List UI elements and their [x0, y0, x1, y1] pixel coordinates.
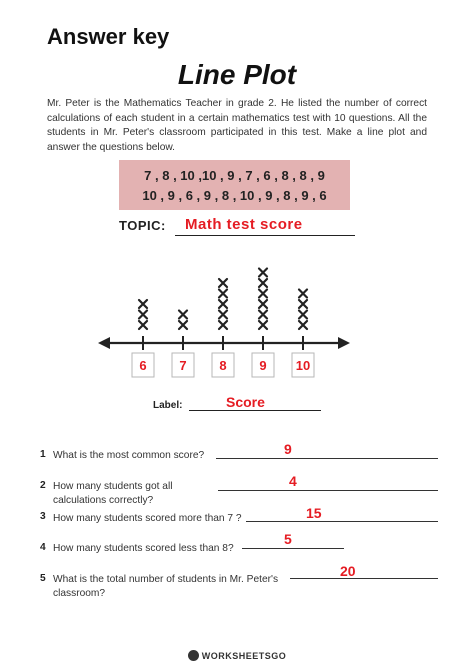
question-2-text: How many students got all calculations correctly?	[53, 481, 173, 506]
x-mark	[179, 311, 187, 319]
question-3-answer-line	[246, 521, 438, 522]
x-mark	[259, 300, 267, 308]
question-2-answer-line	[218, 490, 438, 491]
x-mark	[219, 279, 227, 287]
x-mark	[139, 311, 147, 319]
x-mark	[259, 269, 267, 277]
question-4-answer: 5	[284, 531, 292, 547]
question-2-answer: 4	[289, 473, 297, 489]
topic-label: TOPIC:	[119, 218, 166, 233]
question-3-number: 3	[40, 511, 46, 522]
question-4-text: How many students scored less than 8?	[53, 543, 234, 554]
number-line-left-arrow	[98, 337, 110, 349]
tick-label: 6	[139, 358, 147, 373]
tick-label: 9	[259, 358, 267, 373]
question-1-text: What is the most common score?	[53, 450, 205, 461]
data-line-2: 10 , 9 , 6 , 9 , 8 , 10 , 9 , 8 , 9 , 6	[142, 188, 327, 203]
plot-label-label: Label:	[153, 400, 183, 411]
x-mark	[219, 311, 227, 319]
plot-label-line	[189, 410, 321, 411]
header-answer-key: Answer key	[47, 24, 170, 49]
x-mark	[139, 321, 147, 329]
tick-label: 10	[295, 358, 311, 373]
question-1-answer: 9	[284, 441, 292, 457]
x-mark	[259, 311, 267, 319]
question-4-number: 4	[40, 542, 46, 553]
intro-paragraph: Mr. Peter is the Mathematics Teacher in grade 2. He listed the number of correct calculations of each student in a certain mathematics test with 10 questions. All the students in Mr. Peter's classroom participated in this test. Make a line plot and answer the questions below.	[47, 98, 427, 153]
question-2-number: 2	[40, 480, 46, 491]
tick-label: 7	[179, 358, 187, 373]
page-title: Line Plot	[177, 59, 297, 90]
x-mark	[219, 300, 227, 308]
tick-label: 8	[219, 358, 227, 373]
x-mark	[299, 300, 307, 308]
x-mark	[219, 321, 227, 329]
question-5-number: 5	[40, 573, 46, 584]
question-3-answer: 15	[306, 505, 322, 521]
topic-row	[119, 218, 364, 238]
x-mark	[259, 279, 267, 287]
worksheetsgo-logo-icon	[188, 650, 199, 661]
plot-label-answer: Score	[226, 394, 265, 410]
question-5-answer: 20	[340, 563, 356, 579]
x-mark	[299, 290, 307, 298]
footer-brand	[0, 650, 474, 661]
question-4-answer-line	[242, 548, 344, 549]
question-3-text: How many students scored more than 7 ?	[53, 513, 242, 524]
x-mark	[219, 290, 227, 298]
question-5-answer-line	[290, 578, 438, 579]
topic-answer-line	[175, 235, 355, 236]
topic-answer: Math test score	[185, 216, 303, 233]
x-mark	[259, 321, 267, 329]
question-5-text: What is the total number of students in Mr. Peter's classroom?	[53, 574, 279, 599]
question-1-answer-line	[216, 458, 438, 459]
number-line-right-arrow	[338, 337, 350, 349]
x-mark	[179, 321, 187, 329]
x-mark	[259, 290, 267, 298]
x-mark	[299, 321, 307, 329]
x-mark	[139, 300, 147, 308]
footer-brand-text: WORKSHEETSGO	[201, 651, 287, 661]
question-1-number: 1	[40, 449, 46, 460]
x-mark	[299, 311, 307, 319]
line-plot	[0, 250, 474, 390]
data-line-1: 7 , 8 , 10 ,10 , 9 , 7 , 6 , 8 , 8 , 9	[144, 168, 325, 183]
